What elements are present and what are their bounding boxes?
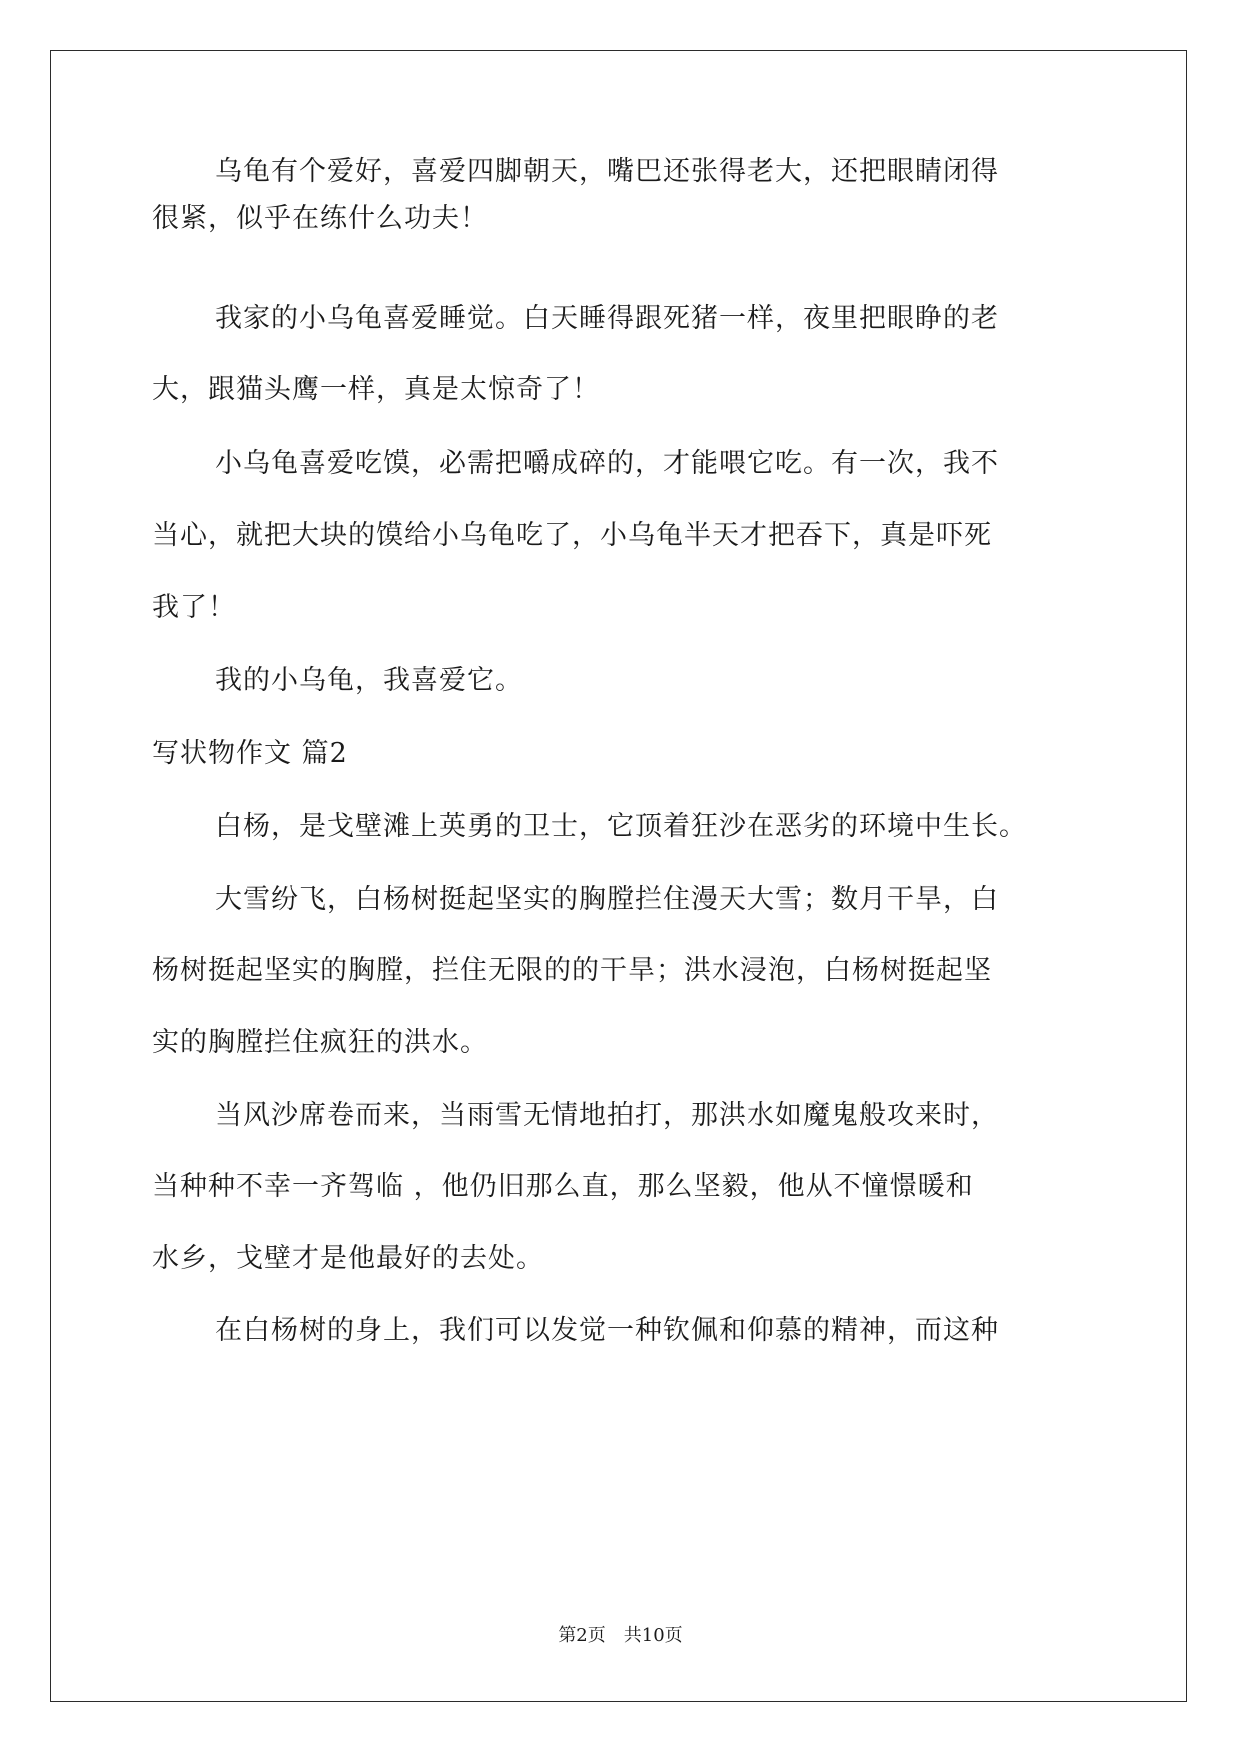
paragraph-line: 当心，就把大块的馍给小乌龟吃了，小乌龟半天才把吞下，真是吓死 bbox=[152, 520, 992, 551]
page-frame bbox=[50, 50, 1187, 1702]
page-number-footer: 第2页 共10页 bbox=[558, 1625, 683, 1646]
paragraph-line: 实的胸膛拦住疯狂的洪水。 bbox=[152, 1027, 488, 1058]
paragraph-line: 当种种不幸一齐驾临 ，他仍旧那么直，那么坚毅，他从不憧憬暖和 bbox=[152, 1171, 974, 1202]
paragraph-line: 很紧，似乎在练什么功夫！ bbox=[152, 203, 488, 234]
paragraph-line: 大雪纷飞，白杨树挺起坚实的胸膛拦住漫天大雪；数月干旱，白 bbox=[215, 884, 999, 915]
paragraph-line: 在白杨树的身上，我们可以发觉一种钦佩和仰慕的精神，而这种 bbox=[215, 1315, 999, 1346]
paragraph-line: 我家的小乌龟喜爱睡觉。白天睡得跟死猪一样，夜里把眼睁的老 bbox=[215, 303, 999, 334]
paragraph-line: 小乌龟喜爱吃馍，必需把嚼成碎的，才能喂它吃。有一次，我不 bbox=[215, 448, 999, 479]
paragraph-line: 我的小乌龟，我喜爱它。 bbox=[215, 665, 523, 696]
section-heading: 写状物作文 篇2 bbox=[152, 738, 348, 769]
paragraph-line: 我了！ bbox=[152, 592, 236, 623]
paragraph-line: 杨树挺起坚实的胸膛，拦住无限的的干旱；洪水浸泡，白杨树挺起坚 bbox=[152, 955, 992, 986]
paragraph-line: 白杨，是戈壁滩上英勇的卫士，它顶着狂沙在恶劣的环境中生长。 bbox=[215, 811, 1027, 842]
paragraph-line: 水乡，戈壁才是他最好的去处。 bbox=[152, 1243, 544, 1274]
paragraph-line: 大，跟猫头鹰一样，真是太惊奇了！ bbox=[152, 374, 600, 405]
paragraph-line: 当风沙席卷而来，当雨雪无情地拍打，那洪水如魔鬼般攻来时， bbox=[215, 1100, 999, 1131]
paragraph-line: 乌龟有个爱好，喜爱四脚朝天，嘴巴还张得老大，还把眼睛闭得 bbox=[215, 156, 999, 187]
